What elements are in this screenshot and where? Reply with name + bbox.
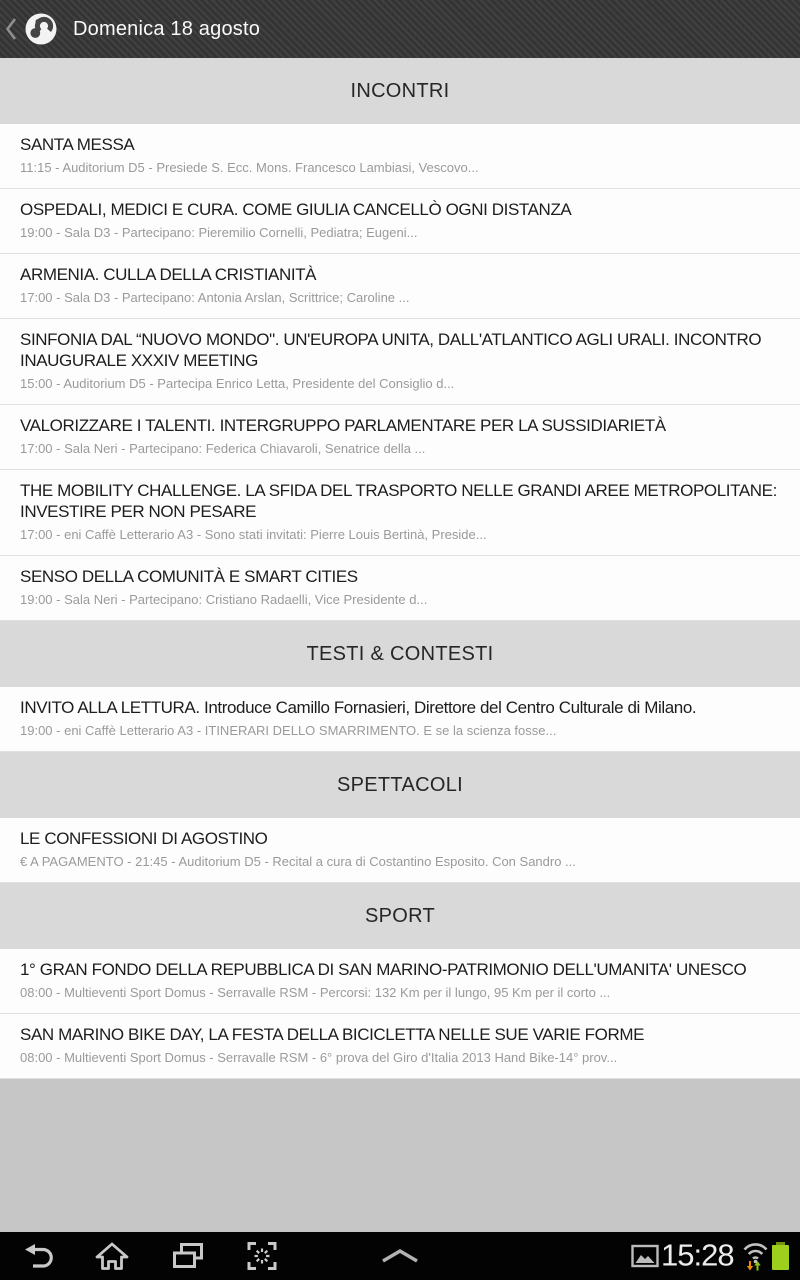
event-title: VALORIZZARE I TALENTI. INTERGRUPPO PARLAMENTARE PER LA SUSSIDIARIETÀ [20, 416, 666, 435]
event-title: ARMENIA. CULLA DELLA CRISTIANITÀ [20, 265, 317, 284]
event-list-item[interactable] [0, 405, 800, 470]
section-header-incontri [0, 58, 800, 124]
section-header-label: INCONTRI [350, 79, 450, 102]
nav-bar [0, 1232, 800, 1280]
event-subtitle: 19:00 - eni Caffè Letterario A3 - ITINERARI DELLO SMARRIMENTO. E se la scienza fosse... [20, 723, 557, 738]
event-title: INVITO ALLA LETTURA. Introduce Camillo Fornasieri, Direttore del Centro Culturale di Milano. [20, 698, 697, 717]
clock: 15:28 [661, 1237, 734, 1273]
event-subtitle: € A PAGAMENTO - 21:45 - Auditorium D5 - Recital a cura di Costantino Esposito. Con Sandro ... [20, 854, 576, 869]
collapse-icon[interactable] [379, 1248, 421, 1264]
event-subtitle: 19:00 - Sala D3 - Partecipano: Pieremilio Cornelli, Pediatra; Eugeni... [20, 225, 418, 240]
event-list-item[interactable] [0, 818, 800, 883]
event-subtitle: 08:00 - Multieventi Sport Domus - Serravalle RSM - 6° prova del Giro d'Italia 2013 Hand Bike-14° prov... [20, 1050, 618, 1065]
event-list-item[interactable] [0, 687, 800, 752]
event-subtitle: 08:00 - Multieventi Sport Domus - Serravalle RSM - Percorsi: 132 Km per il lungo, 95 Km per il corto ... [20, 985, 611, 1000]
action-bar [0, 0, 800, 58]
section-header-spettacoli [0, 752, 800, 818]
event-title: SENSO DELLA COMUNITÀ E SMART CITIES [20, 567, 358, 586]
back-chevron-icon[interactable] [3, 15, 19, 43]
section-header-label: TESTI & CONTESTI [306, 642, 494, 665]
event-title: SAN MARINO BIKE DAY, LA FESTA DELLA BICICLETTA NELLE SUE VARIE FORME [20, 1025, 645, 1044]
home-icon[interactable] [93, 1241, 131, 1271]
event-list-item[interactable] [0, 556, 800, 621]
screenshot-icon[interactable] [244, 1239, 280, 1273]
event-list-item[interactable] [0, 319, 800, 405]
recents-icon[interactable] [170, 1241, 206, 1271]
event-list-item[interactable] [0, 470, 800, 556]
event-title: SANTA MESSA [20, 135, 135, 154]
section-header-sport [0, 883, 800, 949]
event-list-item[interactable] [0, 1014, 800, 1079]
event-subtitle: 17:00 - eni Caffè Letterario A3 - Sono stati invitati: Pierre Louis Bertinà, Preside... [20, 527, 487, 542]
content-filler [0, 1079, 800, 1232]
battery-icon [770, 1242, 791, 1271]
event-list-item[interactable] [0, 254, 800, 319]
event-subtitle: 15:00 - Auditorium D5 - Partecipa Enrico Letta, Presidente del Consiglio d... [20, 376, 455, 391]
event-subtitle: 17:00 - Sala D3 - Partecipano: Antonia Arslan, Scrittrice; Caroline ... [20, 290, 410, 305]
section-header-label: SPORT [364, 904, 436, 927]
wifi-icon [742, 1241, 769, 1271]
event-subtitle: 11:15 - Auditorium D5 - Presiede S. Ecc. Mons. Francesco Lambiasi, Vescovo... [20, 160, 479, 175]
event-title: OSPEDALI, MEDICI E CURA. COME GIULIA CANCELLÒ OGNI DISTANZA [20, 200, 572, 219]
gallery-notification-icon [631, 1245, 659, 1268]
back-icon[interactable] [22, 1240, 58, 1272]
section-header-testi-contesti [0, 621, 800, 687]
wifi-download-arrow-icon [747, 1261, 753, 1271]
event-subtitle: 17:00 - Sala Neri - Partecipano: Federica Chiavaroli, Senatrice della ... [20, 441, 426, 456]
event-list-item[interactable] [0, 949, 800, 1014]
event-title: 1° GRAN FONDO DELLA REPUBBLICA DI SAN MARINO-PATRIMONIO DELL'UMANITA' UNESCO [20, 960, 747, 979]
event-title: LE CONFESSIONI DI AGOSTINO [20, 829, 268, 848]
event-subtitle: 19:00 - Sala Neri - Partecipano: Cristiano Radaelli, Vice Presidente d... [20, 592, 428, 607]
app-logo-icon[interactable] [23, 11, 59, 47]
event-list-item[interactable] [0, 124, 800, 189]
event-title: THE MOBILITY CHALLENGE. LA SFIDA DEL TRASPORTO NELLE GRANDI AREE METROPOLITANE: INVESTIRE PER NON PESARE [20, 481, 777, 521]
event-title: SINFONIA DAL “NUOVO MONDO". UN'EUROPA UNITA, DALL'ATLANTICO AGLI URALI. INCONTRO INAUGURALE XXXIV MEETING [20, 330, 762, 370]
section-header-label: SPETTACOLI [337, 773, 463, 796]
event-list-item[interactable] [0, 189, 800, 254]
event-list [0, 58, 800, 1232]
page-title: Domenica 18 agosto [73, 17, 261, 40]
